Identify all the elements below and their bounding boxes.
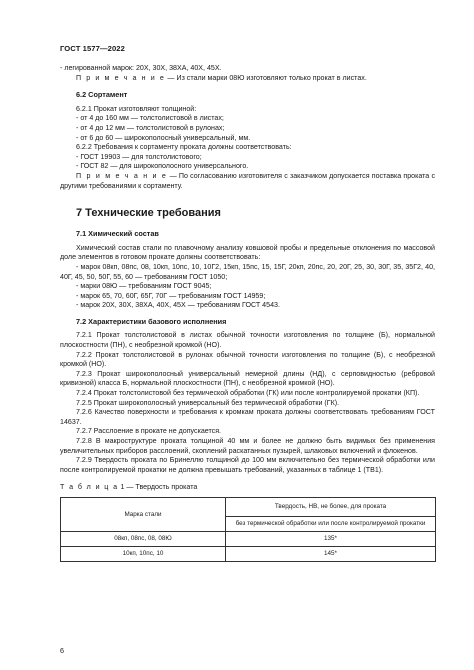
list-item: - от 6 до 60 — широкополосный универсальный, мм.: [76, 133, 251, 142]
table-caption: [60, 483, 435, 493]
table-caption-text: 1 — Твердость проката: [118, 483, 198, 492]
note-2-label: П р и м е ч а н и е: [76, 171, 168, 180]
section-7-1-title: 7.1 Химический состав: [76, 229, 159, 239]
page-number: 6: [60, 646, 64, 655]
list-item: - ГОСТ 82 — для широкополосного универсального.: [76, 162, 249, 171]
list-item: - от 4 до 12 мм — толстолистовой в рулонах;: [76, 123, 225, 132]
section-7-2-title: 7.2 Характеристики базового исполнения: [76, 316, 227, 326]
list-item: - марок 65, 70, 60Г, 65Г, 70Г — требованиям ГОСТ 14959;: [76, 291, 266, 300]
table-cell-grade: 08кп, 08пс, 08, 08Ю: [61, 531, 226, 546]
para-7-2-7: 7.2.7 Расслоение в прокате не допускается.: [76, 427, 222, 436]
hardness-table: [60, 497, 436, 562]
list-item: - марки 08Ю — требованиям ГОСТ 9045;: [76, 282, 212, 291]
para-6-2-2: 6.2.2 Требования к сортаменту проката должны соответствовать:: [76, 143, 292, 152]
list-item: - ГОСТ 19903 — для толстолистового;: [76, 152, 202, 161]
note-1: [60, 74, 435, 84]
para-6-2-1: 6.2.1 Прокат изготовляют толщиной:: [76, 104, 197, 113]
table-subheader-no-heat: без термической обработки или после контролируемой прокатки: [226, 516, 436, 531]
table-cell-grade: 10кп, 10пс, 10: [61, 546, 226, 561]
note-1-label: П р и м е ч а н и е: [76, 73, 166, 82]
para-7-2-4: 7.2.4 Прокат толстолистовой без термической обработки (ГК) или после контролируемой прокатки (КП).: [76, 389, 420, 398]
table-cell-value: 145*: [226, 546, 436, 561]
table-row: [61, 546, 436, 561]
section-7-title: 7 Технические требования: [76, 207, 221, 220]
section-6-2-title: 6.2 Сортамент: [76, 90, 128, 100]
note-2-text: — По согласованию изготовителя с заказчиком допускается поставка проката с другими требованиями к сортаменту.: [60, 171, 435, 190]
list-item: - марок 08кп, 08пс, 08, 10кп, 10пс, 10, 10Г2, 15кп, 15пс, 15, 15Г, 20кп, 20пс, 20, 20Г, 25, 30, 30Г, 35, 35Г2, 40, 40Г, 45, 50, 50Г, 55, 60 — требованиям ГОСТ 1050;: [60, 262, 435, 281]
table-caption-label: Т а б л и ц а: [60, 483, 119, 492]
page-content: [60, 64, 435, 562]
para-7-1: Химический состав стали по плавочному анализу ковшовой пробы и предельные отклонения по массовой доле элементов в готовом прокате должны соответствовать:: [60, 243, 435, 262]
table-cell-value: 135*: [226, 531, 436, 546]
list-item: - марок 20Х, 30Х, 38ХА, 40Х, 45Х — требованиям ГОСТ 4543.: [76, 301, 280, 310]
table-header-grade: Марка стали: [61, 497, 226, 531]
para-7-2-2: 7.2.2 Прокат толстолистовой в рулонах обычной точности изготовления по толщине (Б), с необрезной кромкой (НО).: [60, 350, 435, 369]
table-header-hardness: Твердость, НВ, не более, для проката: [226, 497, 436, 516]
note-2: [60, 172, 435, 191]
note-1-text: — Из стали марки 08Ю изготовляют только прокат в листах.: [165, 73, 367, 82]
page-header: ГОСТ 1577—2022: [60, 44, 125, 53]
para-7-2-6: 7.2.6 Качество поверхности и требования к кромкам проката должны соответствовать требованиям ГОСТ 14637.: [60, 408, 435, 426]
para-7-2-8: 7.2.8 В макроструктуре проката толщиной 40 мм и более не должно быть видимых без применения увеличительных приборов расслоений, скоплений раскатанных пузырей, шлаковых включений и флокенов.: [60, 437, 435, 455]
para-7-2-5: 7.2.5 Прокат широкополосный универсальный без термической обработки (ГК).: [76, 398, 340, 407]
para-7-2-9: 7.2.9 Твердость проката по Бринеллю толщиной до 100 мм включительно без термической обработки или после контролируемой прокатки не должна превышать требований, указанных в таблице 1 (ТВ1).: [60, 456, 435, 474]
para-7-2-3: 7.2.3 Прокат широкополосный универсальный немерной длины (НД), с серповидностью (ребровой кривизной) класса Б, нормальной плоскостности (ПН), с необрезной кромкой (НО).: [60, 369, 435, 388]
para-7-2-1: 7.2.1 Прокат толстолистовой в листах обычной точности изготовления по толщине (Б), нормальной плоскостности (ПН), с необрезной кромкой (НО).: [60, 331, 435, 350]
table-row: [61, 531, 436, 546]
intro-line: - легированной марок: 20Х, 30Х, 38ХА, 40Х, 45Х.: [60, 64, 222, 72]
list-item: - от 4 до 160 мм — толстолистовой в листах;: [76, 114, 224, 123]
